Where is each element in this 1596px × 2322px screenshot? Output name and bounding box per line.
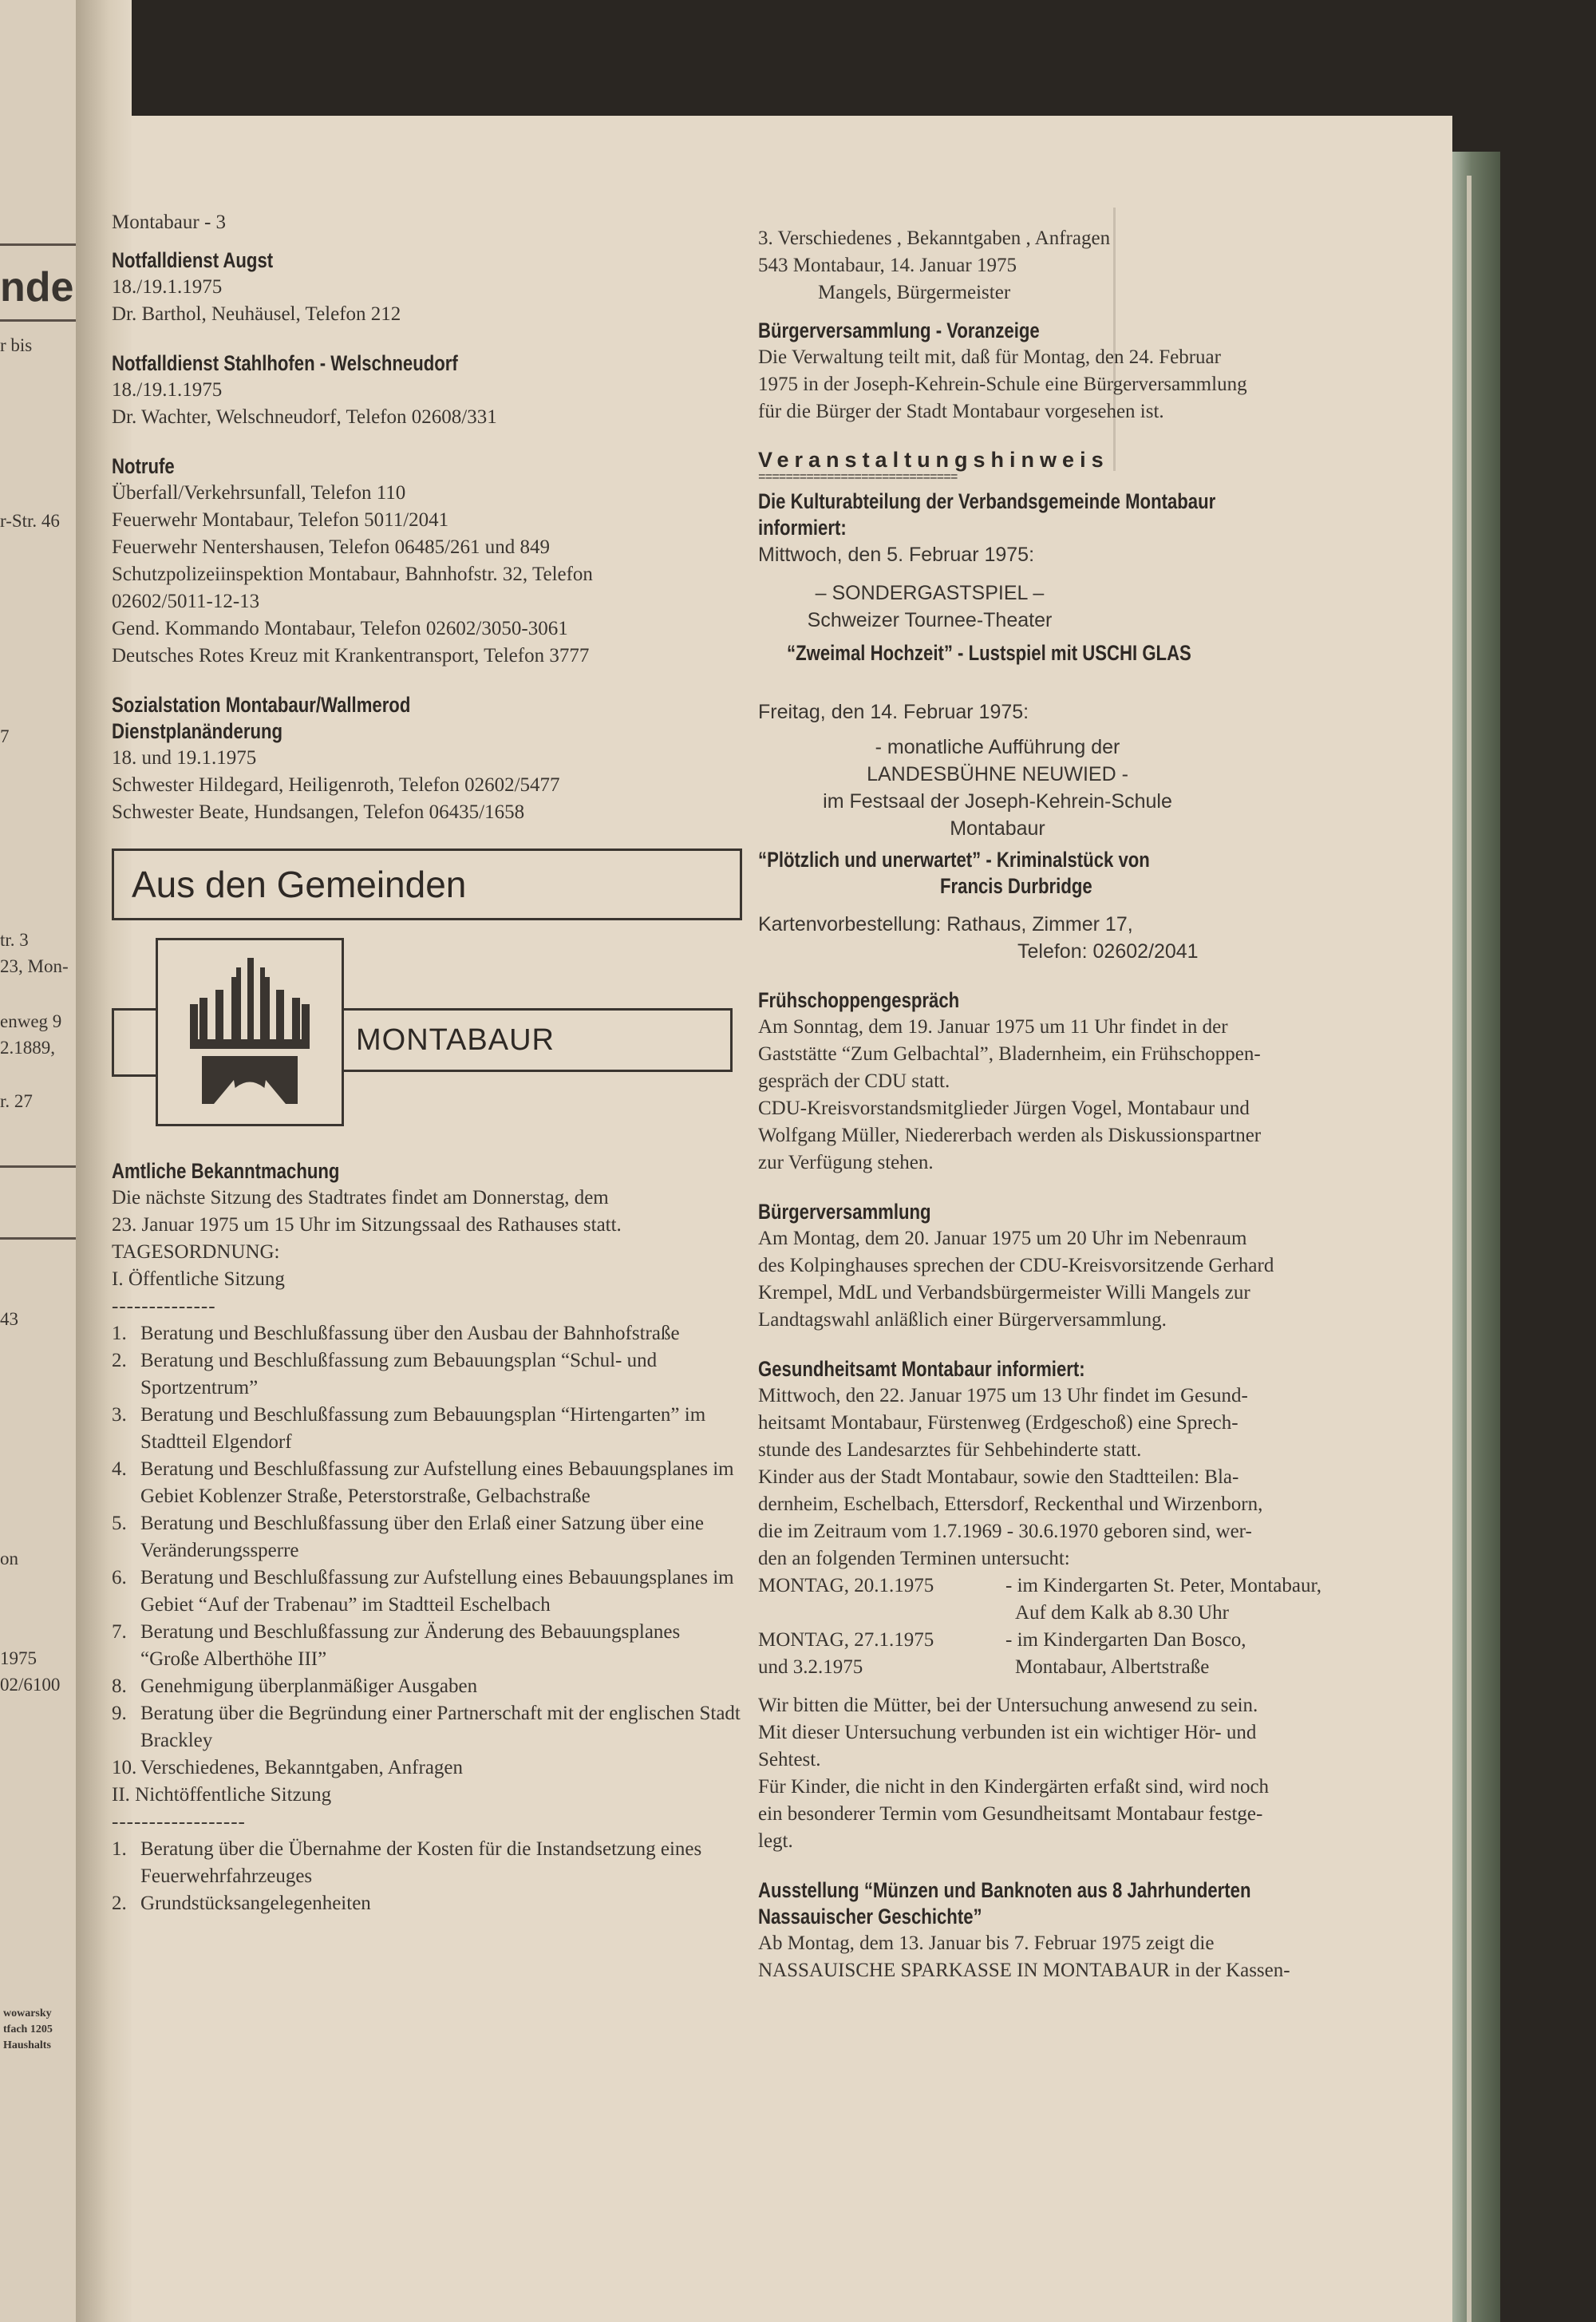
text-line: I. Öffentliche Sitzung (112, 1268, 285, 1290)
section-heading: Ausstellung “Münzen und Banknoten aus 8 Jahrhunderten (758, 1878, 1251, 1902)
text-line: Mit dieser Untersuchung verbunden ist ein wichtiger Hör- und (758, 1722, 1257, 1743)
sozialstation-section (112, 692, 742, 826)
section-heading: Notfalldienst Stahlhofen - Welschneudorf (112, 351, 458, 375)
prev-rule (0, 243, 80, 246)
text-line: die im Zeitraum vom 1.7.1969 - 30.6.1970 geboren sind, wer- (758, 1521, 1252, 1542)
text-line: des Kolpinghauses sprechen der CDU-Kreisvorsitzende Gerhard (758, 1255, 1274, 1276)
event-title: “Plötzlich und unerwartet” - Kriminalstück von (758, 848, 1150, 872)
text-line: Deutsches Rotes Kreuz mit Krankentransport, Telefon 3777 (112, 645, 590, 667)
text-line: den an folgenden Terminen untersucht: (758, 1548, 1070, 1569)
prev-fragment: 23, Mon- (0, 956, 69, 976)
town-logo-row (112, 938, 742, 1121)
text-line: 18./19.1.1975 (112, 276, 223, 298)
banner-title: Aus den Gemeinden (132, 864, 467, 905)
event-line: Montabaur (950, 817, 1045, 840)
agenda-item: 5. Beratung und Beschlußfassung über den Erlaß einer Satzung über eine Veränderungssperre (112, 1513, 705, 1561)
text-line: 18. und 19.1.1975 (112, 747, 257, 769)
event-date: Mittwoch, den 5. Februar 1975: (758, 544, 1035, 566)
prev-fragment: 43 (0, 1309, 18, 1329)
text-line: Wolfgang Müller, Niedererbach werden als Diskussionspartner (758, 1125, 1262, 1146)
gesundheitsamt-section (758, 1356, 1412, 1855)
schedule-row: MONTAG, 20.1.1975 - im Kindergarten St. Peter, Montabaur, (758, 1575, 1322, 1596)
book-binding (1452, 152, 1500, 2322)
dash-rule: -------------- (112, 1295, 216, 1317)
text-line: Dr. Wachter, Welschneudorf, Telefon 02608/331 (112, 406, 497, 428)
logo-frame-line (112, 1008, 158, 1077)
event-title: Francis Durbridge (940, 874, 1092, 898)
agenda-item: 3. Beratung und Beschlußfassung zum Bebauungsplan “Hirtengarten” im Stadtteil Elgendorf (112, 1404, 706, 1453)
agenda-item: 6. Beratung und Beschlußfassung zur Aufstellung eines Bebauungsplanes im Gebiet “Auf der Trabenau” im Stadtteil Eschelbach (112, 1567, 734, 1616)
section-heading: Bürgerversammlung - Voranzeige (758, 318, 1040, 342)
text-line: gespräch der CDU statt. (758, 1070, 950, 1092)
text-line: 23. Januar 1975 um 15 Uhr im Sitzungssaal des Rathauses statt. (112, 1214, 622, 1236)
event-line: im Festsaal der Joseph-Kehrein-Schule (823, 790, 1172, 813)
text-line: Krempel, MdL und Verbandsbürgermeister Willi Mangels zur (758, 1282, 1250, 1303)
dash-rule: ------------------ (112, 1811, 246, 1833)
montabaur-crest-icon (156, 938, 344, 1126)
section-heading: Notrufe (112, 454, 175, 478)
notrufe-section (112, 453, 742, 670)
text-line: für die Bürger der Stadt Montabaur vorgesehen ist. (758, 401, 1164, 422)
section-subheading: informiert: (758, 516, 847, 540)
prev-fragment: enweg 9 (0, 1011, 62, 1031)
ticket-line: Telefon: 02602/2041 (1017, 940, 1199, 963)
text-line: Feuerwehr Nentershausen, Telefon 06485/261 und 849 (112, 536, 551, 558)
amtliche-bekanntmachung-section (112, 1158, 742, 1917)
text-line: Schwester Hildegard, Heiligenroth, Telefon 02602/5477 (112, 774, 560, 796)
text-line: Für Kinder, die nicht in den Kindergärten erfaßt sind, wird noch (758, 1776, 1270, 1798)
prev-fragment: tfach 1205 (3, 2023, 53, 2035)
prev-fragment: wowarsky (3, 2008, 52, 2019)
voranzeige-section (758, 318, 1412, 425)
town-name: MONTABAUR (356, 1023, 555, 1057)
section-heading: Sozialstation Montabaur/Wallmerod (112, 693, 411, 717)
schedule-row: und 3.2.1975 Montabaur, Albertstraße (758, 1656, 1210, 1678)
text-line: 18./19.1.1975 (112, 379, 223, 401)
agenda-item: 10. Verschiedenes, Bekanntgaben, Anfragen (112, 1757, 464, 1778)
section-heading: Gesundheitsamt Montabaur informiert: (758, 1357, 1085, 1381)
prev-fragment: 7 (0, 726, 10, 746)
notdienst-stahlhofen-section (112, 350, 742, 431)
text-line: Mittwoch, den 22. Januar 1975 um 13 Uhr findet im Gesund- (758, 1385, 1248, 1406)
buergerversammlung-section (758, 1199, 1412, 1334)
veranstaltung-section (758, 448, 1412, 965)
notdienst-august-section (112, 247, 742, 328)
text-line: zur Verfügung stehen. (758, 1152, 934, 1173)
text-line: Die nächste Sitzung des Stadtrates findet am Donnerstag, dem (112, 1187, 609, 1208)
text-line: CDU-Kreisvorstandsmitglieder Jürgen Vogel, Montabaur und (758, 1098, 1250, 1119)
text-line: Wir bitten die Mütter, bei der Untersuchung anwesend zu sein. (758, 1695, 1258, 1716)
schedule-row: Auf dem Kalk ab 8.30 Uhr (1015, 1602, 1229, 1624)
text-line: Ab Montag, dem 13. Januar bis 7. Februar 1975 zeigt die (758, 1932, 1215, 1954)
text-line: heitsamt Montabaur, Fürstenweg (Erdgeschoß) eine Sprech- (758, 1412, 1238, 1434)
text-line: legt. (758, 1830, 793, 1852)
text-line: Die Verwaltung teilt mit, daß für Montag, den 24. Februar (758, 346, 1221, 368)
ticket-line: Kartenvorbestellung: Rathaus, Zimmer 17, (758, 913, 1133, 936)
page-label: Montabaur - 3 (112, 212, 227, 233)
prev-fragment: nde (0, 264, 74, 311)
text-line: Sehtest. (758, 1749, 821, 1770)
prev-rule (0, 319, 80, 322)
date-line: 543 Montabaur, 14. Januar 1975 (758, 255, 1017, 276)
prev-fragment: r. 27 (0, 1091, 33, 1111)
aus-den-gemeinden-banner (112, 848, 742, 920)
binding-edge (1467, 176, 1472, 2322)
agenda-part-heading: II. Nichtöffentliche Sitzung (112, 1784, 332, 1806)
text-line: 02602/5011-12-13 (112, 591, 260, 612)
double-underline: ============================= (758, 470, 958, 485)
event-line: – SONDERGASTSPIEL – (815, 582, 1045, 604)
text-line: Schwester Beate, Hundsangen, Telefon 06435/1658 (112, 801, 525, 823)
text-line: 1975 in der Joseph-Kehrein-Schule eine Bürgerversammlung (758, 374, 1247, 395)
agenda-item: 2. Beratung und Beschlußfassung zum Bebauungsplan “Schul- und Sportzentrum” (112, 1350, 658, 1398)
text-line: dernheim, Eschelbach, Ettersdorf, Reckenthal und Wirzenborn, (758, 1493, 1263, 1515)
section-heading: Frühschoppengespräch (758, 988, 960, 1012)
text-line: Dr. Barthol, Neuhäusel, Telefon 212 (112, 303, 401, 325)
prev-fragment: r bis (0, 335, 33, 355)
signature-line: Mangels, Bürgermeister (818, 282, 1011, 303)
text-line: Am Montag, dem 20. Januar 1975 um 20 Uhr im Nebenraum (758, 1228, 1247, 1249)
text-line: Am Sonntag, dem 19. Januar 1975 um 11 Uhr findet in der (758, 1016, 1228, 1038)
event-line: - monatliche Aufführung der (875, 736, 1120, 758)
section-subheading: Dienstplanänderung (112, 719, 283, 743)
prev-fragment: 1975 (0, 1648, 37, 1668)
agenda-item: 8. Genehmigung überplanmäßiger Ausgaben (112, 1675, 478, 1697)
section-heading: Veranstaltungshinweis (758, 448, 1109, 472)
text-line: Gaststätte “Zum Gelbachtal”, Bladernheim, ein Frühschoppen- (758, 1043, 1261, 1065)
section-heading: Nassauischer Geschichte” (758, 1905, 982, 1928)
prev-fragment: r-Str. 46 (0, 511, 60, 531)
section-heading: Bürgerversammlung (758, 1200, 931, 1224)
prev-fragment: 02/6100 (0, 1675, 61, 1695)
agenda-item: 2. Grundstücksangelegenheiten (112, 1893, 371, 1914)
event-title: “Zweimal Hochzeit” - Lustspiel mit USCHI GLAS (787, 641, 1191, 665)
prev-fragment: 2.1889, (0, 1038, 55, 1058)
text-line: stunde des Landesarztes für Sehbehinderte statt. (758, 1439, 1142, 1461)
text-line: Feuerwehr Montabaur, Telefon 5011/2041 (112, 509, 449, 531)
right-column (758, 225, 1412, 1984)
section-subheading: Die Kulturabteilung der Verbandsgemeinde Montabaur (758, 489, 1216, 513)
ausstellung-section (758, 1877, 1412, 1984)
text-line: Überfall/Verkehrsunfall, Telefon 110 (112, 482, 406, 504)
agenda-item: 1. Beratung und Beschlußfassung über den Ausbau der Bahnhofstraße (112, 1323, 680, 1344)
schedule-row: MONTAG, 27.1.1975 - im Kindergarten Dan Bosco, (758, 1629, 1246, 1651)
text-line: Schutzpolizeiinspektion Montabaur, Bahnhofstr. 32, Telefon (112, 564, 593, 585)
prev-fragment: tr. 3 (0, 930, 29, 950)
town-name-box (342, 1008, 733, 1072)
prev-rule (0, 1165, 80, 1168)
agenda-item: 4. Beratung und Beschlußfassung zur Aufstellung eines Bebauungsplanes im Gebiet Koblenzer Straße, Peterstorstraße, Gelbachstraße (112, 1458, 734, 1507)
text-line: ein besonderer Termin vom Gesundheitsamt Montabaur festge- (758, 1803, 1263, 1825)
agenda-item: 9. Beratung über die Begründung einer Partnerschaft mit der englischen Stadt Brackley (112, 1703, 741, 1751)
left-column (112, 209, 742, 1917)
fruehschoppen-section (758, 987, 1412, 1177)
text-line: Gend. Kommando Montabaur, Telefon 02602/3050-3061 (112, 618, 568, 639)
event-line: LANDESBÜHNE NEUWIED - (867, 763, 1128, 785)
prev-fragment: Haushalts (3, 2039, 51, 2051)
text-line: Kinder aus der Stadt Montabaur, sowie den Stadtteilen: Bla- (758, 1466, 1239, 1488)
text-line: NASSAUISCHE SPARKASSE IN MONTABAUR in der Kassen- (758, 1960, 1290, 1981)
event-date: Freitag, den 14. Februar 1975: (758, 701, 1029, 723)
agenda-item: 1. Beratung über die Übernahme der Kosten für die Instandsetzung eines Feuerwehrfahrzeuges (112, 1838, 702, 1887)
section-heading: Amtliche Bekanntmachung (112, 1159, 340, 1183)
text-line: TAGESORDNUNG: (112, 1241, 280, 1263)
text-line: 3. Verschiedenes , Bekanntgaben , Anfragen (758, 227, 1111, 249)
text-line: Landtagswahl anläßlich einer Bürgerversammlung. (758, 1309, 1167, 1331)
event-line: Schweizer Tournee-Theater (807, 609, 1053, 631)
section-heading: Notfalldienst Augst (112, 248, 274, 272)
prev-rule (0, 1237, 80, 1240)
agenda-item: 7. Beratung und Beschlußfassung zur Änderung des Bebauungsplanes “Große Alberthöhe III” (112, 1621, 681, 1670)
prev-fragment: on (0, 1549, 18, 1568)
